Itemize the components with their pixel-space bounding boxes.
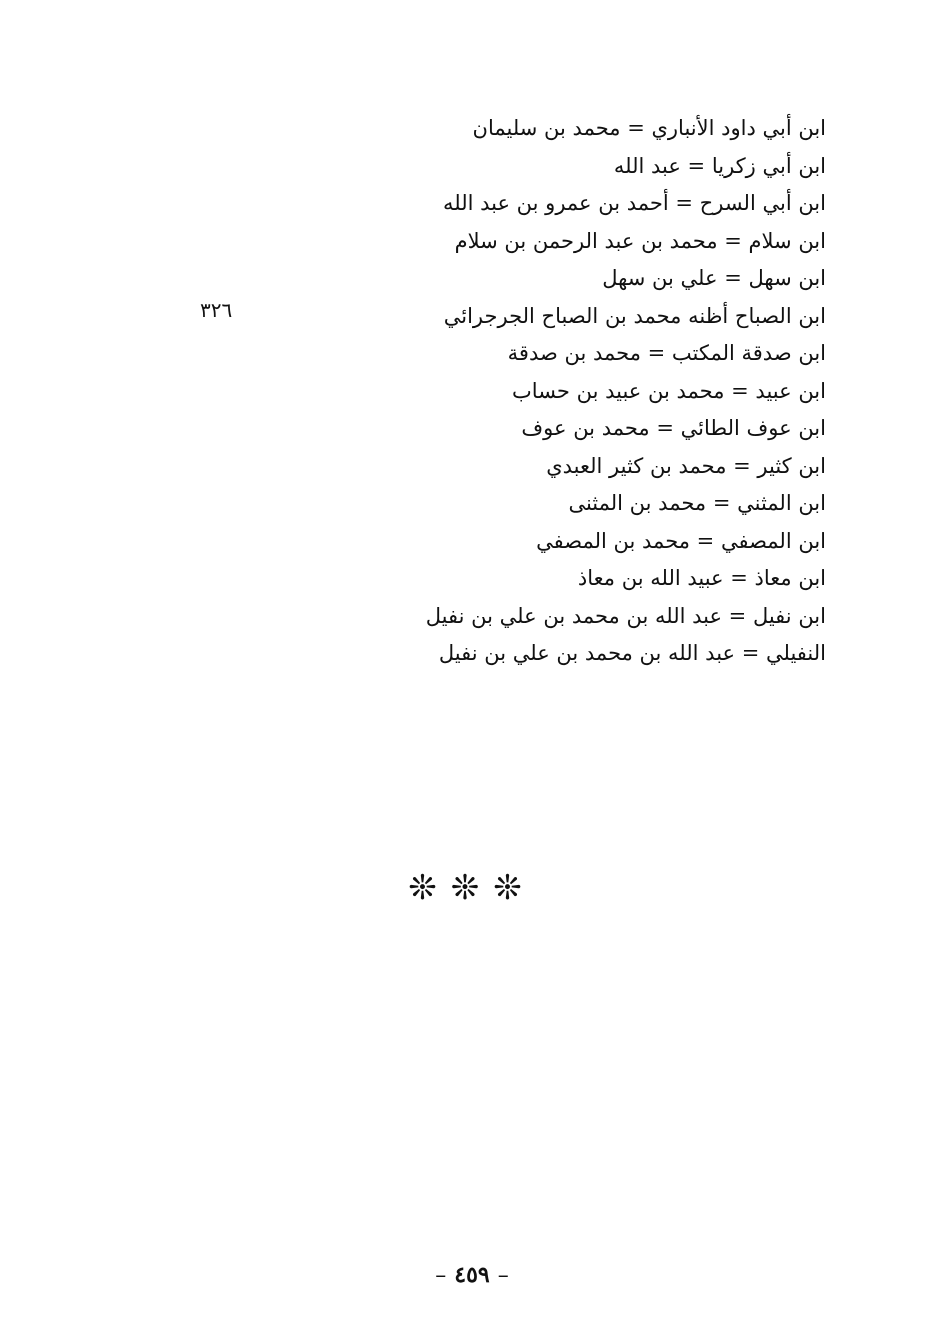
- page-number-dash-left: –: [435, 1263, 447, 1288]
- list-item: ابن أبي داود الأنباري = محمد بن سليمان: [472, 116, 826, 140]
- page-number-value: ٤٥٩: [454, 1262, 490, 1288]
- page-number: [412, 1262, 532, 1288]
- page-number-dash-right: –: [497, 1263, 509, 1288]
- list-item: ابن الصباح أظنه محمد بن الصباح الجرجرائي: [443, 303, 826, 328]
- list-item: النفيلي = عبد الله بن محمد بن علي بن نفيل: [438, 641, 826, 665]
- list-item: ابن نفيل = عبد الله بن محمد بن علي بن نفيل: [425, 603, 826, 628]
- list-item: ابن أبي السرح = أحمد بن عمرو بن عبد الله: [442, 191, 826, 215]
- entry-list: [406, 110, 826, 673]
- list-item: ابن أبي زكريا = عبد الله: [613, 153, 826, 178]
- list-item: ابن كثير = محمد بن كثير العبدي: [546, 453, 826, 478]
- list-item: ابن سلام = محمد بن عبد الرحمن بن سلام: [454, 228, 826, 253]
- list-item: ابن عوف الطائي = محمد بن عوف: [521, 416, 826, 440]
- section-divider-ornament: ❊❊❊: [408, 868, 536, 908]
- list-item: ابن المثني = محمد بن المثنى: [568, 491, 826, 515]
- list-item: ابن معاذ = عبيد الله بن معاذ: [577, 566, 826, 590]
- list-item: ابن سهل = علي بن سهل: [602, 266, 826, 290]
- list-item: ابن عبيد = محمد بن عبيد بن حساب: [512, 378, 826, 403]
- list-item: ابن صدقة المكتب = محمد بن صدقة: [507, 341, 826, 365]
- margin-reference-number: ٣٢٦: [200, 298, 233, 322]
- list-item: ابن المصفي = محمد بن المصفي: [536, 528, 826, 553]
